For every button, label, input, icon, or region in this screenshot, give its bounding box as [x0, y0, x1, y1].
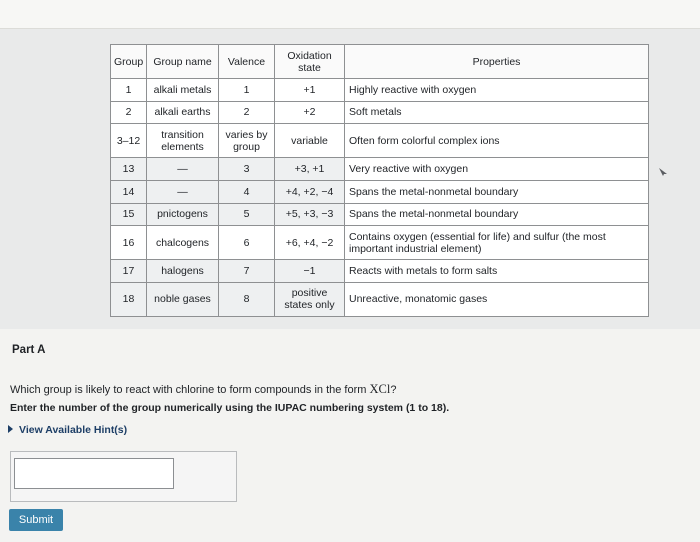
- cell-properties: Spans the metal-nonmetal boundary: [345, 180, 649, 203]
- question-text: [10, 382, 396, 397]
- cell-valence: 1: [219, 79, 275, 102]
- cell-properties: Often form colorful complex ions: [345, 124, 649, 158]
- cell-valence: 4: [219, 180, 275, 203]
- cell-group-name: alkali earths: [147, 101, 219, 124]
- table-header-row: [111, 45, 649, 79]
- cell-valence: 6: [219, 226, 275, 260]
- cell-oxidation: +1: [275, 79, 345, 102]
- cell-group: 18: [111, 282, 147, 316]
- cursor-icon: [658, 167, 668, 177]
- cell-oxidation: +5, +3, −3: [275, 203, 345, 226]
- header-valence: Valence: [219, 45, 275, 79]
- header-oxidation-state: Oxidation state: [275, 45, 345, 79]
- cell-properties: Unreactive, monatomic gases: [345, 282, 649, 316]
- cell-oxidation: +3, +1: [275, 158, 345, 181]
- question-prefix: Which group is likely to react with chlorine to form compounds in the form: [10, 384, 370, 396]
- top-band: [0, 0, 700, 28]
- cell-group: 2: [111, 101, 147, 124]
- table-row: [111, 282, 649, 316]
- table-row: [111, 180, 649, 203]
- cell-group-name: pnictogens: [147, 203, 219, 226]
- cell-properties: Reacts with metals to form salts: [345, 260, 649, 283]
- view-hints-link[interactable]: [8, 424, 127, 436]
- cell-group-name: chalcogens: [147, 226, 219, 260]
- cell-group: 15: [111, 203, 147, 226]
- cell-valence: 2: [219, 101, 275, 124]
- cell-oxidation: +6, +4, −2: [275, 226, 345, 260]
- cell-oxidation: variable: [275, 124, 345, 158]
- periodic-groups-table-container: [110, 44, 648, 317]
- cell-group-name: alkali metals: [147, 79, 219, 102]
- cell-oxidation: +4, +2, −4: [275, 180, 345, 203]
- cell-valence: varies by group: [219, 124, 275, 158]
- cell-properties: Spans the metal-nonmetal boundary: [345, 203, 649, 226]
- view-hints-label: View Available Hint(s): [19, 424, 128, 436]
- cell-group-name: —: [147, 180, 219, 203]
- table-row: [111, 124, 649, 158]
- cell-group-name: transition elements: [147, 124, 219, 158]
- table-row: [111, 79, 649, 102]
- cell-group-name: noble gases: [147, 282, 219, 316]
- cell-properties: Contains oxygen (essential for life) and sulfur (the most important industrial element): [345, 226, 649, 260]
- question-suffix: ?: [390, 384, 397, 396]
- table-row: [111, 158, 649, 181]
- instruction-text: Enter the number of the group numerically using the IUPAC numbering system (1 to 18).: [10, 402, 450, 414]
- cell-valence: 5: [219, 203, 275, 226]
- cell-valence: 8: [219, 282, 275, 316]
- header-group: Group: [111, 45, 147, 79]
- answer-input[interactable]: [14, 458, 174, 489]
- periodic-groups-table: [110, 44, 649, 317]
- cell-oxidation: +2: [275, 101, 345, 124]
- cell-group: 1: [111, 79, 147, 102]
- cell-group-name: halogens: [147, 260, 219, 283]
- cell-group: 14: [111, 180, 147, 203]
- cell-properties: Soft metals: [345, 101, 649, 124]
- formula: XCl: [369, 382, 391, 396]
- table-row: [111, 226, 649, 260]
- cell-group: 17: [111, 260, 147, 283]
- cell-group: 16: [111, 226, 147, 260]
- table-row: [111, 101, 649, 124]
- cell-properties: Highly reactive with oxygen: [345, 79, 649, 102]
- cell-oxidation: −1: [275, 260, 345, 283]
- cell-group: 3–12: [111, 124, 147, 158]
- cell-properties: Very reactive with oxygen: [345, 158, 649, 181]
- cell-valence: 7: [219, 260, 275, 283]
- cell-valence: 3: [219, 158, 275, 181]
- table-row: [111, 203, 649, 226]
- submit-button[interactable]: Submit: [9, 509, 63, 531]
- header-group-name: Group name: [147, 45, 219, 79]
- table-row: [111, 260, 649, 283]
- cell-group: 13: [111, 158, 147, 181]
- part-title: Part A: [12, 344, 46, 356]
- caret-right-icon: [8, 425, 13, 433]
- header-properties: Properties: [345, 45, 649, 79]
- cell-oxidation: positive states only: [275, 282, 345, 316]
- cell-group-name: —: [147, 158, 219, 181]
